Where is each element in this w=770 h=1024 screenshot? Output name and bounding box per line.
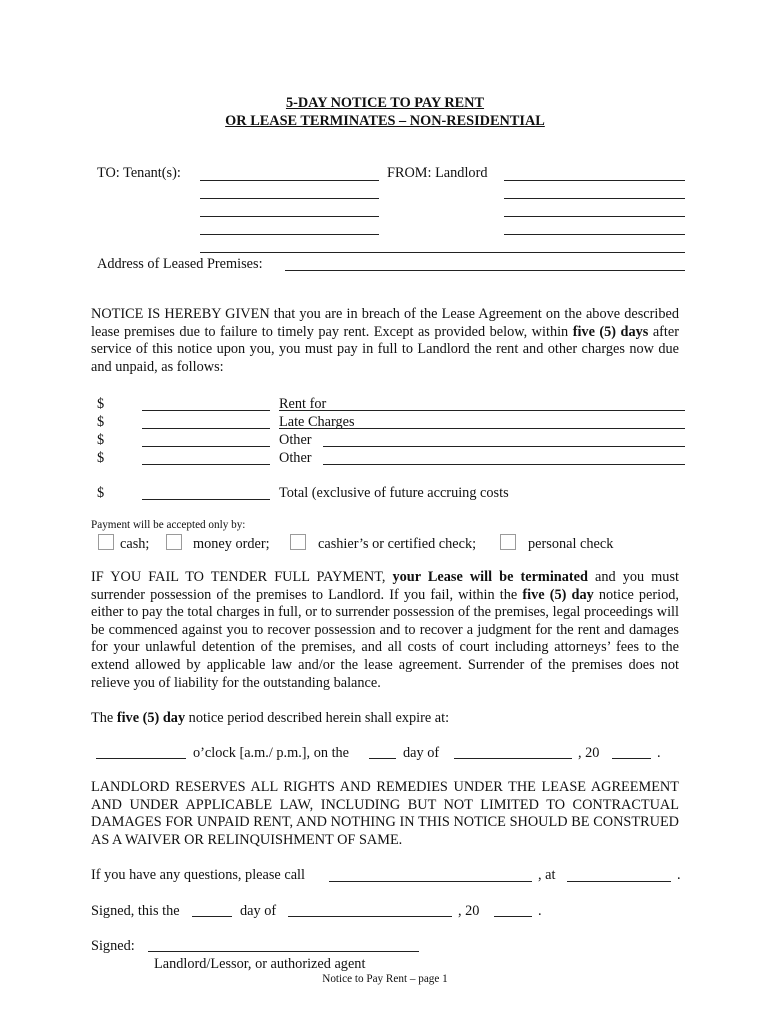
- signed-day-of-label: day of: [240, 903, 277, 919]
- landlord-name-line-1[interactable]: [504, 180, 685, 181]
- title-line-1: 5-DAY NOTICE TO PAY RENT: [285, 95, 485, 111]
- questions-period: .: [677, 867, 681, 883]
- other-amount-line-1[interactable]: [142, 446, 270, 447]
- other-description-line-2[interactable]: [323, 464, 685, 465]
- other-description-line-1[interactable]: [323, 446, 685, 447]
- to-tenant-label: TO: Tenant(s):: [97, 165, 181, 181]
- currency-symbol: $: [97, 485, 105, 501]
- tenant-name-line-4[interactable]: [200, 234, 379, 235]
- tenant-name-line-1[interactable]: [200, 180, 379, 181]
- signed-day-line[interactable]: [192, 916, 232, 917]
- payment-option-personal-check: personal check: [528, 536, 614, 552]
- payment-label: Payment will be accepted only by:: [91, 519, 246, 531]
- currency-symbol: $: [97, 396, 105, 412]
- money-order-checkbox[interactable]: [166, 534, 182, 550]
- expire-year-label: , 20: [578, 745, 600, 761]
- address-line-2[interactable]: [285, 270, 685, 271]
- from-landlord-label: FROM: Landlord: [387, 165, 488, 181]
- signature-caption: Landlord/Lessor, or authorized agent: [154, 956, 366, 972]
- currency-symbol: $: [97, 414, 105, 430]
- address-line-1[interactable]: [200, 252, 685, 253]
- tenant-name-line-3[interactable]: [200, 216, 379, 217]
- late-charges-amount-line[interactable]: [142, 428, 270, 429]
- contact-phone-line[interactable]: [567, 881, 671, 882]
- total-amount-line[interactable]: [142, 499, 270, 500]
- payment-option-money-order: money order;: [193, 536, 270, 552]
- signed-period: .: [538, 903, 542, 919]
- charge-label-rent: Rent for: [279, 396, 327, 412]
- expire-day-line[interactable]: [369, 758, 396, 759]
- cash-checkbox[interactable]: [98, 534, 114, 550]
- questions-label: If you have any questions, please call: [91, 867, 305, 883]
- signed-date-label: Signed, this the: [91, 903, 180, 919]
- currency-symbol: $: [97, 432, 105, 448]
- reserves-paragraph: LANDLORD RESERVES ALL RIGHTS AND REMEDIES UNDER THE LEASE AGREEMENT AND UNDER APPLICABLE LAW, INCLUDING BUT NOT LIMITED TO CONTRACTUAL DAMAGES FOR UNPAID RENT, AND NOTHING IN THIS NOTICE SHOULD BE CONSTRUED AS A WAIVER OR RELINQUISHMENT OF SAME.: [91, 779, 679, 848]
- signature-line[interactable]: [148, 951, 419, 952]
- tenant-name-line-2[interactable]: [200, 198, 379, 199]
- personal-check-checkbox[interactable]: [500, 534, 516, 550]
- expire-year-line[interactable]: [612, 758, 651, 759]
- landlord-name-line-2[interactable]: [504, 198, 685, 199]
- contact-name-line[interactable]: [329, 881, 532, 882]
- notice-paragraph: NOTICE IS HEREBY GIVEN that you are in breach of the Lease Agreement on the above described lease premises due to failure to timely pay rent. Except as provided below, within five (5) days after service of this notice upon you, you must pay in full to Landlord the rent and other charges now due and unpaid, as follows:: [91, 306, 679, 375]
- oclock-label: o’clock [a.m./ p.m.], on the: [193, 745, 350, 761]
- signature-label: Signed:: [91, 938, 135, 954]
- payment-option-cashiers-check: cashier’s or certified check;: [318, 536, 477, 552]
- failure-paragraph: IF YOU FAIL TO TENDER FULL PAYMENT, your Lease will be terminated and you must surrender possession of the premises to Landlord. If you fail, within the five (5) day notice period, either to pay the total charges in full, or to surrender possession of the premises, legal proceedings will be commenced against you to recover possession and to recover a judgment for the rent and damages for your unlawful detention of the premises, and all costs of court including attorneys’ fees to the extend allowed by applicable law and/or the lease agreement. Surrender of the premises does not relieve you of liability for the outstanding balance.: [91, 569, 680, 691]
- title-line-2: OR LEASE TERMINATES – NON-RESIDENTIAL: [225, 113, 545, 129]
- signed-year-label: , 20: [458, 903, 480, 919]
- expire-day-of-label: day of: [403, 745, 440, 761]
- currency-symbol: $: [97, 450, 105, 466]
- payment-option-cash: cash;: [120, 536, 150, 552]
- other-amount-line-2[interactable]: [142, 464, 270, 465]
- signed-month-line[interactable]: [288, 916, 452, 917]
- total-label: Total (exclusive of future accruing costs: [279, 485, 509, 501]
- expire-time-line[interactable]: [96, 758, 186, 759]
- expire-period: .: [657, 745, 661, 761]
- page-footer: Notice to Pay Rent – page 1: [322, 973, 448, 985]
- signed-year-line[interactable]: [494, 916, 532, 917]
- rent-description-line[interactable]: [279, 410, 685, 411]
- questions-at-label: , at: [538, 867, 556, 883]
- expire-month-line[interactable]: [454, 758, 572, 759]
- rent-amount-line[interactable]: [142, 410, 270, 411]
- address-label: Address of Leased Premises:: [97, 256, 263, 272]
- expire-statement: The five (5) day notice period described herein shall expire at:: [91, 710, 450, 726]
- charge-label-other-2: Other: [279, 450, 312, 466]
- late-charges-description-line[interactable]: [279, 428, 685, 429]
- cashiers-check-checkbox[interactable]: [290, 534, 306, 550]
- landlord-name-line-3[interactable]: [504, 216, 685, 217]
- landlord-name-line-4[interactable]: [504, 234, 685, 235]
- charge-label-late: Late Charges: [279, 414, 355, 430]
- charge-label-other-1: Other: [279, 432, 312, 448]
